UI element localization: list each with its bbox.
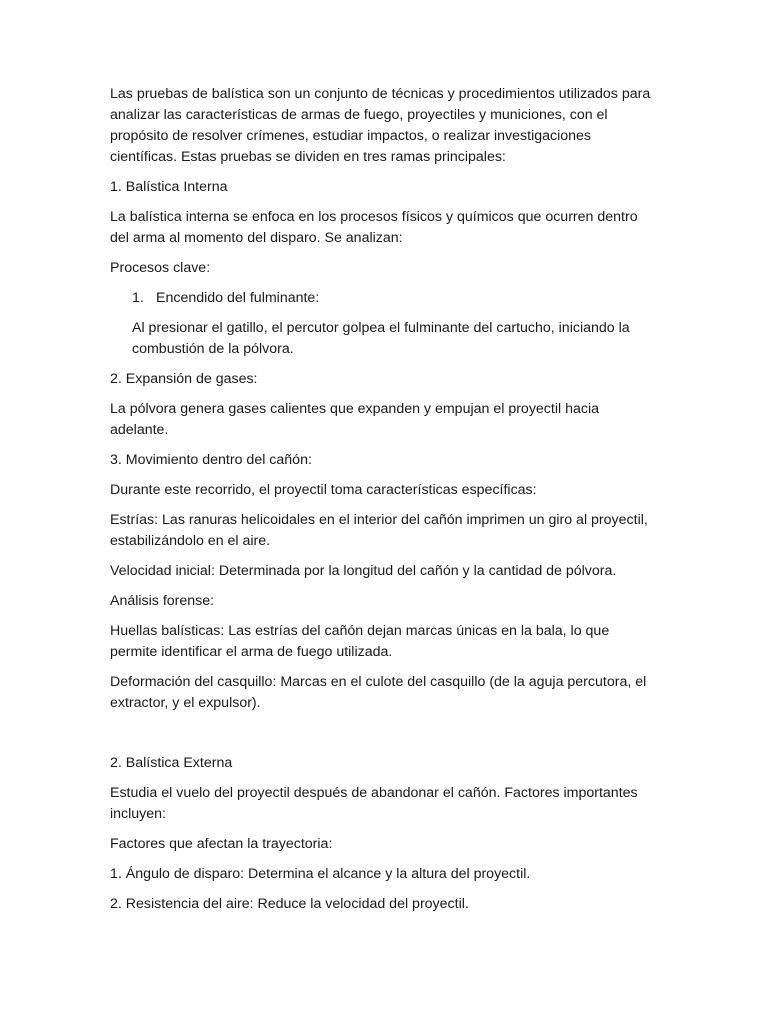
estrias-paragraph: Estrías: Las ranuras helicoidales en el interior del cañón imprimen un giro al proyectil, estabilizándolo en el aire. <box>110 512 648 549</box>
numbered-list-item <box>110 288 658 309</box>
deformacion-paragraph: Deformación del casquillo: Marcas en el culote del casquillo (de la aguja percutora, el extractor, y el expulsor). <box>110 674 647 711</box>
blank-line <box>110 723 658 753</box>
velocidad-paragraph: Velocidad inicial: Determinada por la longitud del cañón y la cantidad de pólvora. <box>110 563 617 579</box>
list-number: 1. <box>132 290 144 306</box>
factores-label: Factores que afectan la trayectoria: <box>110 836 333 852</box>
factor-angulo: 1. Ángulo de disparo: Determina el alcance y la altura del proyectil. <box>110 866 531 882</box>
movimiento-heading: 3. Movimiento dentro del cañón: <box>110 452 312 468</box>
expansion-heading: 2. Expansión de gases: <box>110 371 258 387</box>
huellas-paragraph: Huellas balísticas: Las estrías del cañón dejan marcas únicas en la bala, lo que permite identificar el arma de fuego utilizada. <box>110 623 610 660</box>
document-body <box>110 84 658 924</box>
expansion-description: La pólvora genera gases calientes que expanden y empujan el proyectil hacia adelante. <box>110 401 600 438</box>
factor-resistencia: 2. Resistencia del aire: Reduce la velocidad del proyectil. <box>110 896 469 912</box>
list-item-description: Al presionar el gatillo, el percutor golpea el fulminante del cartucho, iniciando la combustión de la pólvora. <box>132 320 630 357</box>
section-heading-balistica-interna: 1. Balística Interna <box>110 179 228 195</box>
procesos-clave-label: Procesos clave: <box>110 260 211 276</box>
section-description-externa: Estudia el vuelo del proyectil después de abandonar el cañón. Factores importantes incluyen: <box>110 785 638 822</box>
movimiento-description: Durante este recorrido, el proyectil toma características específicas: <box>110 482 537 498</box>
analisis-forense-label: Análisis forense: <box>110 593 215 609</box>
section-description-interna: La balística interna se enfoca en los procesos físicos y químicos que ocurren dentro del arma al momento del disparo. Se analizan: <box>110 209 638 246</box>
list-item-text: Encendido del fulminante: <box>156 290 320 306</box>
intro-paragraph: Las pruebas de balística son un conjunto de técnicas y procedimientos utilizados para analizar las características de armas de fuego, proyectiles y municiones, con el propósito de resolver crímenes, estudiar impactos, o realizar investigaciones científicas. Estas pruebas se dividen en tres ramas principales: <box>110 86 651 165</box>
section-heading-balistica-externa: 2. Balística Externa <box>110 755 233 771</box>
